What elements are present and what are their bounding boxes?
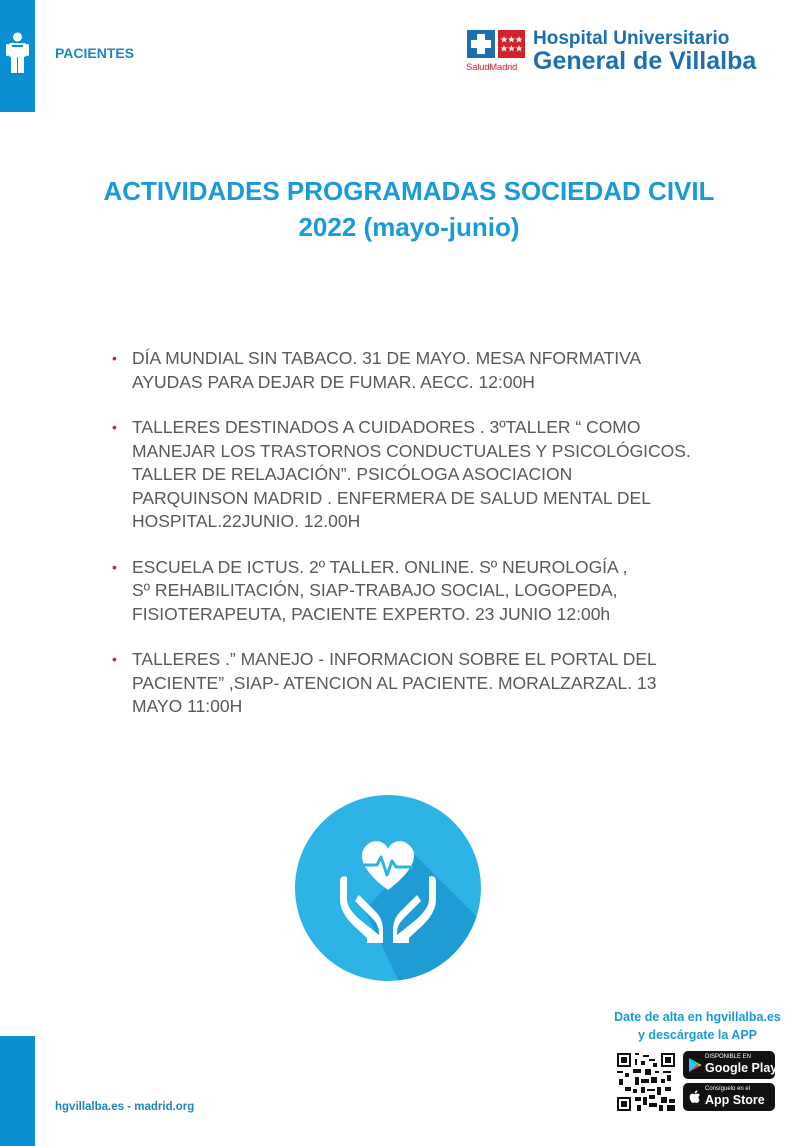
activity-line: DÍA MUNDIAL SIN TABACO. 31 DE MAYO. MESA NFORMATIVA	[132, 348, 642, 368]
activity-item	[112, 416, 712, 534]
activity-line: Sº REHABILITACIÓN, SIAP-TRABAJO SOCIAL, LOGOPEDA,	[132, 580, 618, 600]
activity-line: AYUDAS PARA DEJAR DE FUMAR. AECC. 12:00H	[132, 371, 535, 392]
activity-line: PACIENTE” ,SIAP- ATENCION AL PACIENTE. MORALZARZAL. 13	[132, 672, 657, 693]
app-store-label: App Store	[705, 1093, 765, 1107]
title-line-1: ACTIVIDADES PROGRAMADAS SOCIEDAD CIVIL	[103, 176, 715, 206]
activity-line: HOSPITAL.22JUNIO. 12.00H	[132, 511, 361, 531]
apple-icon	[688, 1089, 702, 1105]
activity-line: TALLER DE RELAJACIÓN”. PSICÓLOGA ASOCIACION	[132, 464, 573, 484]
hospital-name-line2: General de Villalba	[533, 47, 757, 75]
hospital-name-line1: Hospital Universitario	[533, 28, 730, 49]
hospital-logo	[465, 28, 785, 78]
app-store-small-text: Consíguelo en el	[705, 1086, 751, 1092]
activities-list	[112, 347, 712, 741]
footer-url[interactable]: hgvillalba.es - madrid.org	[55, 1101, 195, 1113]
salud-madrid-text: SaludMadrid	[466, 62, 518, 73]
bullet: •	[112, 651, 117, 667]
cta-line-2: y descárgate la APP	[637, 1028, 758, 1042]
app-call-to-action	[605, 1008, 790, 1044]
cta-line-1: Date de alta en hgvillalba.es	[614, 1010, 781, 1024]
app-store-button[interactable]	[683, 1083, 775, 1111]
heart-in-hands-icon	[295, 795, 481, 981]
activity-line: FISIOTERAPEUTA, PACIENTE EXPERTO. 23 JUNIO 12:00h	[132, 603, 611, 624]
google-play-label: Google Play	[705, 1061, 778, 1075]
bullet: •	[112, 558, 117, 575]
activity-item	[112, 556, 712, 627]
title-line-2: 2022 (mayo-junio)	[298, 212, 520, 242]
activity-item	[112, 648, 712, 719]
activity-item	[112, 347, 712, 394]
bullet: •	[112, 350, 117, 366]
page-title	[40, 173, 778, 245]
bullet: •	[112, 419, 117, 435]
google-play-button[interactable]	[683, 1051, 778, 1079]
activity-line: ESCUELA DE ICTUS. 2º TALLER. ONLINE. Sº NEUROLOGÍA ,	[132, 556, 628, 577]
patient-icon	[6, 32, 29, 74]
section-label: PACIENTES	[55, 45, 135, 61]
salud-madrid-logo-mark	[465, 28, 527, 62]
side-bar-top	[0, 0, 35, 112]
google-play-icon	[688, 1057, 702, 1073]
side-bar-bottom	[0, 1036, 35, 1146]
activity-line: MANEJAR LOS TRASTORNOS CONDUCTUALES Y PSICOLÓGICOS.	[132, 440, 691, 461]
activity-line: PARQUINSON MADRID . ENFERMERA DE SALUD MENTAL DEL	[132, 487, 651, 508]
activity-line: MAYO 11:00H	[132, 696, 243, 716]
activity-line: TALLERES .” MANEJO - INFORMACION SOBRE EL PORTAL DEL	[132, 649, 657, 669]
google-play-small-text: DISPONIBLE EN	[705, 1054, 752, 1060]
activity-line: TALLERES DESTINADOS A CUIDADORES . 3ºTALLER “ COMO	[132, 417, 641, 437]
qr-code-icon	[617, 1053, 675, 1111]
